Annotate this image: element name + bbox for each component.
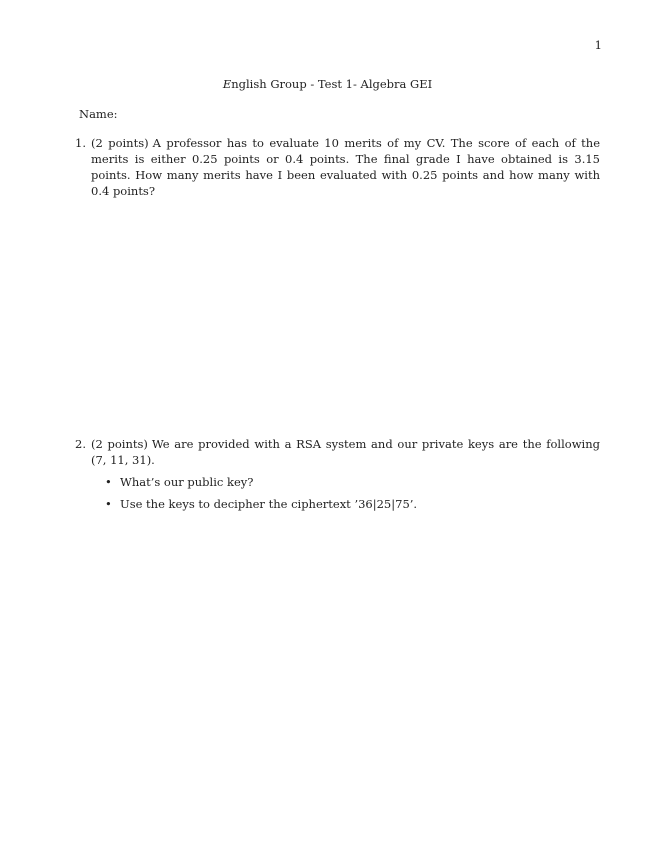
question-number: 2. <box>75 437 86 451</box>
subquestion-list <box>75 474 600 512</box>
question-1 <box>75 135 600 199</box>
subquestion-text: Use the keys to decipher the ciphertext ’36|25|75’. <box>120 497 418 511</box>
question-points: (2 points) <box>91 136 149 150</box>
question-text: We are provided with a RSA system and our private keys are the following (7, 11, 31). <box>91 437 600 467</box>
question-text: A professor has to evaluate 10 merits of my CV. The score of each of the merits is either 0.25 points or 0.4 points. The final grade I have obtained is 3.15 points. How many merits have I been evaluated with 0.25 points and how many with 0.4 points? <box>91 136 601 198</box>
question-body <box>91 135 600 199</box>
bullet-icon: • <box>105 497 112 511</box>
question-2 <box>75 436 600 518</box>
list-item <box>75 496 600 512</box>
question-number: 1. <box>75 136 86 150</box>
list-item <box>75 474 600 490</box>
title-initial: E <box>222 77 232 91</box>
subquestion-text: What’s our public key? <box>120 475 254 489</box>
title-text: nglish Group - Test 1- Algebra GEI <box>231 77 433 91</box>
page-number: 1 <box>594 38 602 52</box>
document-title <box>0 76 655 92</box>
bullet-icon: • <box>105 475 112 489</box>
question-points: (2 points) <box>91 437 148 451</box>
question-body <box>91 436 600 468</box>
name-label: Name: <box>79 107 118 121</box>
